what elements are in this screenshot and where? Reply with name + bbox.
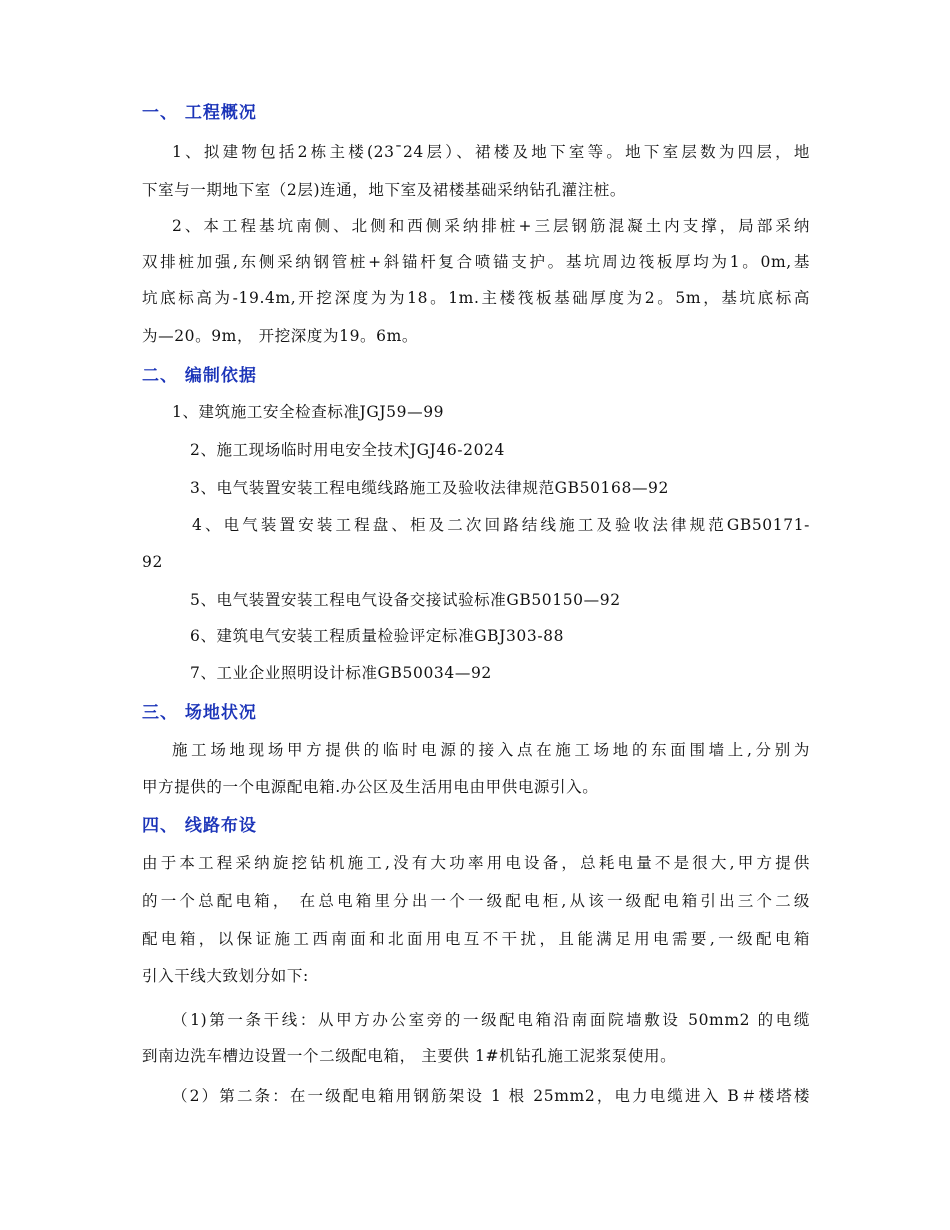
section-heading-overview: 一、 工程概况: [142, 103, 257, 123]
paragraph-line: 到南边洗车槽边设置一个二级配电箱， 主要供 1#机钻孔施工泥浆泵使用。: [142, 1047, 677, 1065]
paragraph-line: 为—20。9m， 开挖深度为19。6m。: [142, 327, 418, 345]
paragraph-line: 2、本工程基坑南侧、北侧和西侧采纳排桩+三层钢筋混凝土内支撑，局部采纳: [172, 217, 810, 235]
list-item-continuation: 92: [142, 553, 163, 571]
paragraph-line: 甲方提供的一个电源配电箱.办公区及生活用电由甲供电源引入。: [142, 778, 599, 796]
paragraph-line: 1、拟建物包括2栋主楼(23¯24层）、裙楼及地下室等。地下室层数为四层，地: [172, 143, 810, 161]
section-heading-routing: 四、 线路布设: [142, 816, 257, 836]
paragraph-line: 引入干线大致划分如下:: [142, 967, 309, 985]
list-item: 7、工业企业照明设计标准GB50034—92: [190, 664, 492, 682]
paragraph-line: （1)第一条干线：从甲方办公室旁的一级配电箱沿南面院墙敷设 50mm2 的电缆: [172, 1011, 810, 1029]
paragraph-line: 由于本工程采纳旋挖钻机施工,没有大功率用电设备，总耗电量不是很大,甲方提供: [142, 854, 810, 872]
paragraph-line: 双排桩加强,东侧采纳钢管桩+斜锚杆复合喷锚支护。基坑周边筏板厚均为1。0m,基: [142, 253, 810, 271]
paragraph-line: 配电箱，以保证施工西南面和北面用电互不干扰，且能满足用电需要,一级配电箱: [142, 930, 810, 948]
list-item: 5、电气装置安装工程电气设备交接试验标准GB50150—92: [190, 591, 621, 609]
paragraph-line: 施工场地现场甲方提供的临时电源的接入点在施工场地的东面围墙上,分别为: [172, 741, 810, 759]
list-item: 6、建筑电气安装工程质量检验评定标准GBJ303-88: [190, 627, 565, 645]
section-heading-basis: 二、 编制依据: [142, 366, 257, 386]
paragraph-line: 下室与一期地下室（2层)连通，地下室及裙楼基础采纳钻孔灌注桩。: [142, 181, 627, 199]
section-heading-site: 三、 场地状况: [142, 703, 257, 723]
list-item: 1、建筑施工安全检查标准JGJ59—99: [172, 403, 445, 421]
list-item: 3、电气装置安装工程电缆线路施工及验收法律规范GB50168—92: [190, 479, 669, 497]
list-item: 4、电气装置安装工程盘、柜及二次回路结线施工及验收法律规范GB50171-: [192, 516, 810, 534]
paragraph-line: 的一个总配电箱， 在总电箱里分出一个一级配电柜,从该一级配电箱引出三个二级: [142, 892, 810, 910]
paragraph-line: 坑底标高为-19.4m,开挖深度为为18。1m.主楼筏板基础厚度为2。5m，基坑底标高: [142, 289, 810, 307]
paragraph-line: （2）第二条：在一级配电箱用钢筋架设 1 根 25mm2，电力电缆进入 B＃楼塔楼: [172, 1087, 810, 1105]
list-item: 2、施工现场临时用电安全技术JGJ46-2024: [190, 441, 505, 459]
